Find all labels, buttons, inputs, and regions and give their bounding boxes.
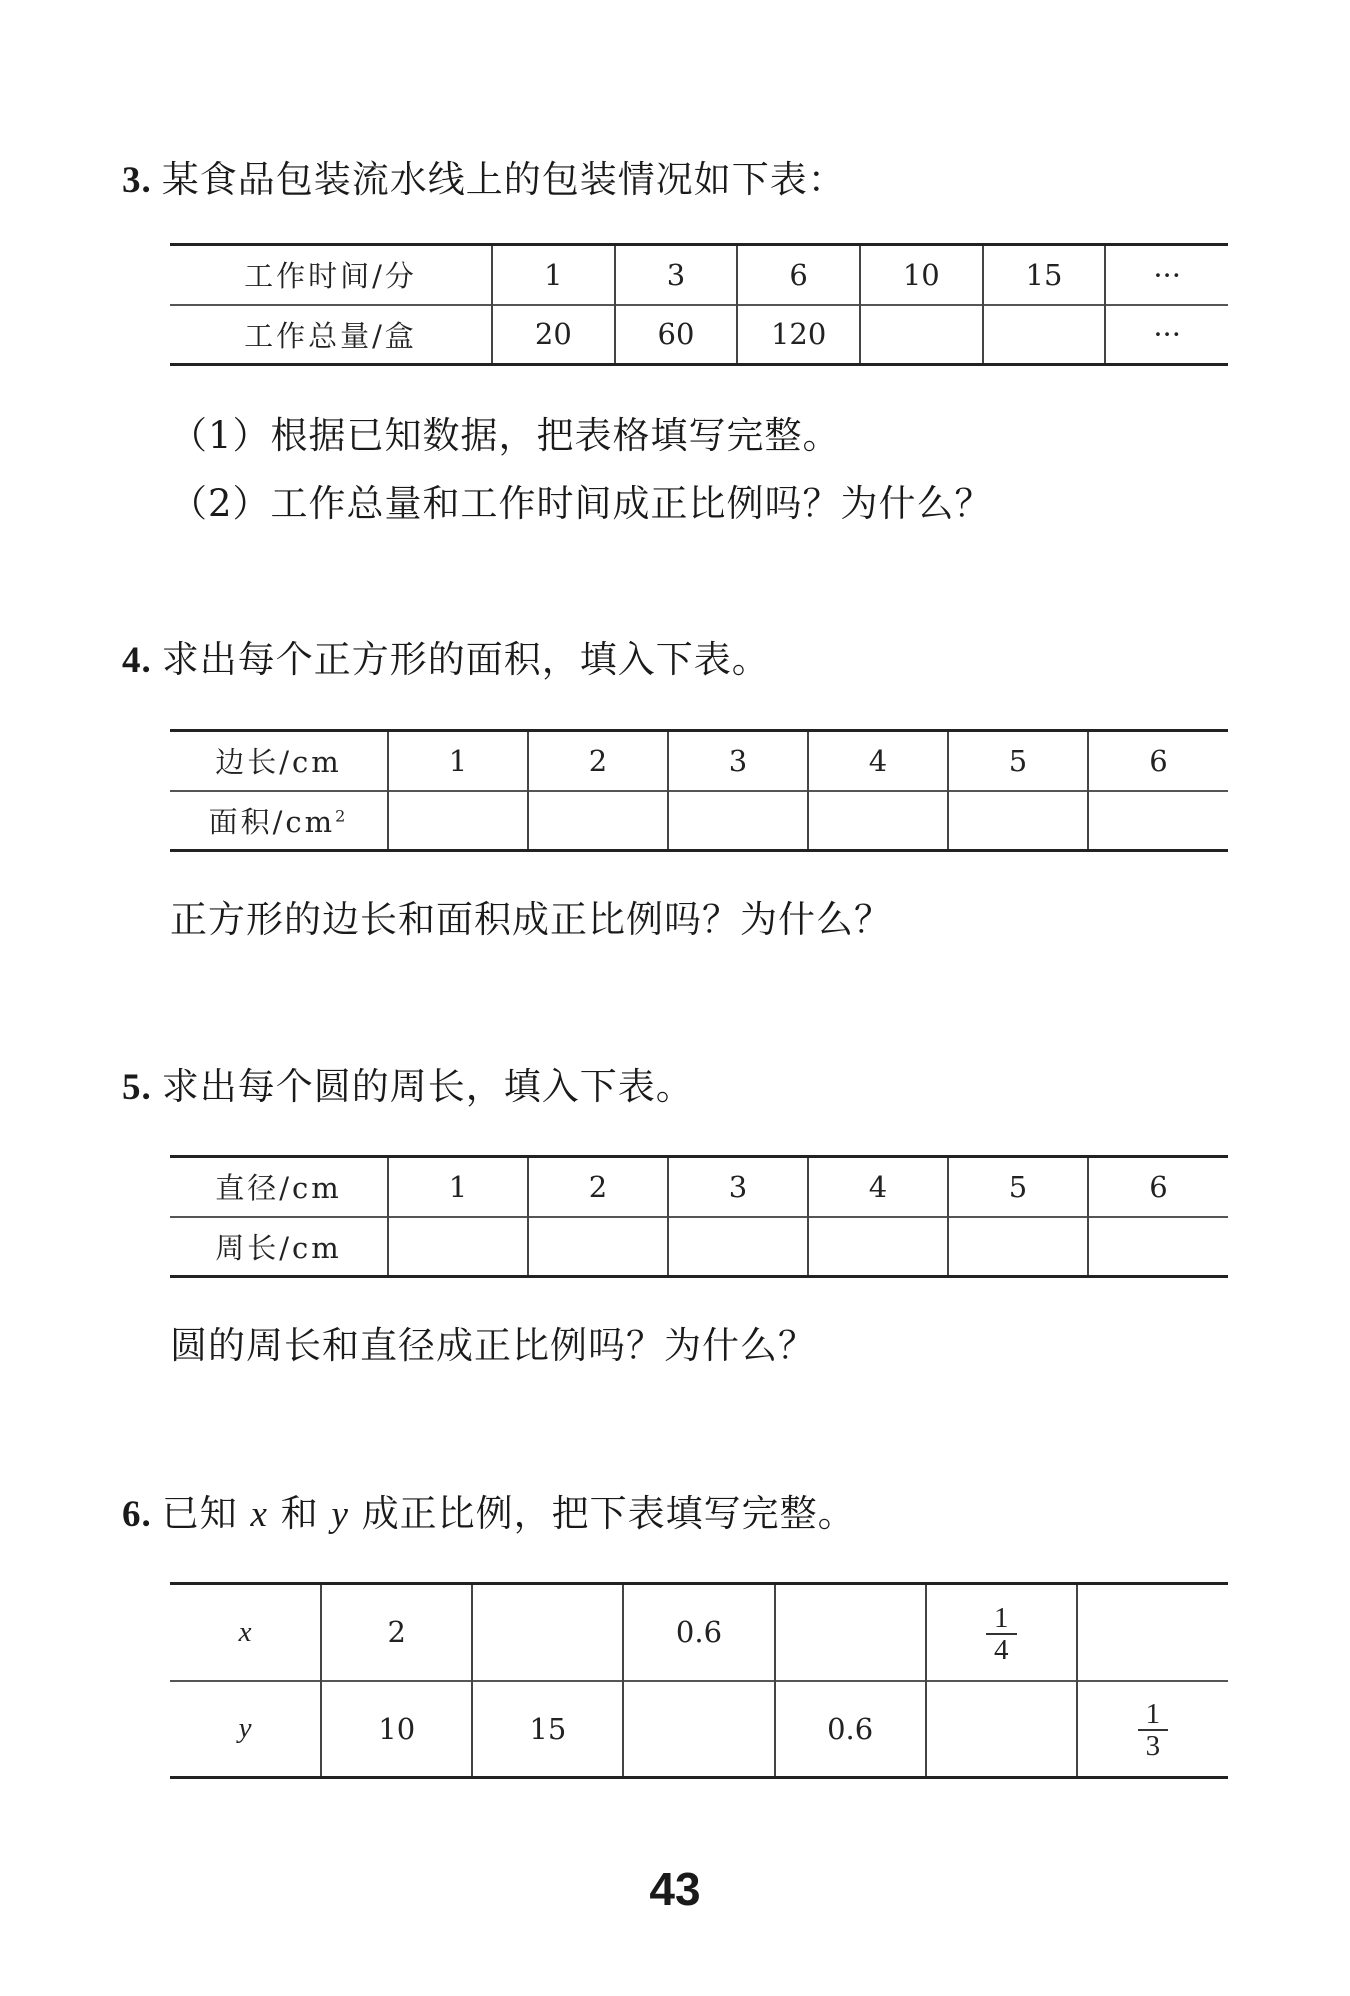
table-cell: 10 — [860, 245, 983, 305]
table-cell: 20 — [492, 305, 615, 365]
question-3-table — [170, 243, 1228, 366]
table-header-cell: 周长/cm — [170, 1217, 388, 1277]
table-cell: 15 — [472, 1681, 623, 1778]
table-cell: 1 — [388, 1157, 528, 1217]
table-header-cell: 直径/cm — [170, 1157, 388, 1217]
answer-blank-cell[interactable] — [1088, 1217, 1228, 1277]
table-cell: 60 — [615, 305, 738, 365]
table-cell: 6 — [1149, 743, 1168, 778]
answer-blank-cell[interactable] — [388, 791, 528, 851]
answer-blank-cell[interactable] — [775, 1584, 926, 1681]
question-4-prompt: 正方形的边长和面积成正比例吗？为什么？ — [170, 898, 892, 941]
table-cell: 0.6 — [775, 1681, 926, 1778]
table-cell — [926, 1584, 1077, 1681]
answer-blank-cell[interactable] — [528, 1217, 668, 1277]
answer-blank-cell[interactable] — [983, 305, 1106, 365]
answer-blank-cell[interactable] — [528, 791, 668, 851]
table-row — [170, 1217, 1228, 1277]
question-6-table — [170, 1582, 1228, 1779]
table-cell: 6 — [1149, 1169, 1168, 1204]
table-cell: 120 — [737, 305, 860, 365]
question-5-prompt: 圆的周长和直径成正比例吗？为什么？ — [170, 1324, 816, 1367]
table-row — [170, 1584, 1228, 1681]
table-cell: 5 — [948, 1157, 1088, 1217]
question-3-title: 3. 某食品包装流水线上的包装情况如下表： — [122, 158, 846, 201]
table-header-cell: 边长/cm — [170, 731, 388, 791]
table-row — [170, 731, 1228, 791]
table-cell: 4 — [808, 731, 948, 791]
table-header-cell: 面积$/cm^2$ — [170, 791, 388, 851]
table-row — [170, 1157, 1228, 1217]
table-header-cell: 工作总量/盒 — [170, 305, 492, 365]
table-cell: 2 — [528, 731, 668, 791]
answer-blank-cell[interactable] — [808, 1217, 948, 1277]
question-3-sub-1: （1）根据已知数据，把表格填写完整。 — [170, 414, 841, 457]
table-cell: ··· — [1153, 257, 1181, 292]
answer-blank-cell[interactable] — [948, 1217, 1088, 1277]
table-cell: 15 — [983, 245, 1106, 305]
table-cell: 4 — [808, 1157, 948, 1217]
question-6-title: 6. 已知 x 和 y 成正比例，把下表填写完整。 — [122, 1492, 856, 1535]
answer-blank-cell[interactable] — [472, 1584, 623, 1681]
question-5-title: 5. 求出每个圆的周长，填入下表。 — [122, 1065, 694, 1108]
table-cell: 1 — [388, 731, 528, 791]
table-cell: 6 — [737, 245, 860, 305]
table-row — [170, 305, 1228, 365]
fraction: $\frac{1}{4}$ — [986, 1603, 1017, 1665]
answer-blank-cell[interactable] — [623, 1681, 774, 1778]
answer-blank-cell[interactable] — [388, 1217, 528, 1277]
table-cell: 2 — [321, 1584, 472, 1681]
table-row — [170, 791, 1228, 851]
answer-blank-cell[interactable] — [860, 305, 983, 365]
table-cell: 3 — [668, 1157, 808, 1217]
table-cell: 2 — [528, 1157, 668, 1217]
table-row — [170, 245, 1228, 305]
answer-blank-cell[interactable] — [668, 791, 808, 851]
table-cell: ··· — [1105, 305, 1228, 365]
table-cell: 10 — [321, 1681, 472, 1778]
question-3-sub-2: （2）工作总量和工作时间成正比例吗？为什么？ — [170, 482, 993, 525]
answer-blank-cell[interactable] — [926, 1681, 1077, 1778]
table-cell: 5 — [948, 731, 1088, 791]
table-header-cell: 工作时间/分 — [170, 245, 492, 305]
answer-blank-cell[interactable] — [808, 791, 948, 851]
table-header-cell: y — [170, 1681, 321, 1778]
table-cell: 0.6 — [623, 1584, 774, 1681]
answer-blank-cell[interactable] — [668, 1217, 808, 1277]
table-cell: 3 — [668, 731, 808, 791]
table-header-cell: x — [170, 1584, 321, 1681]
page-number: 43 — [649, 1863, 701, 1915]
question-5-table — [170, 1155, 1228, 1278]
table-cell — [1077, 1681, 1228, 1778]
question-4-title: 4. 求出每个正方形的面积，填入下表。 — [122, 638, 770, 681]
table-cell: 1 — [492, 245, 615, 305]
answer-blank-cell[interactable] — [1088, 791, 1228, 851]
question-4-table — [170, 729, 1228, 852]
table-row — [170, 1681, 1228, 1778]
answer-blank-cell[interactable] — [1077, 1584, 1228, 1681]
answer-blank-cell[interactable] — [948, 791, 1088, 851]
table-cell: 3 — [615, 245, 738, 305]
fraction: $\frac{1}{3}$ — [1138, 1699, 1169, 1761]
